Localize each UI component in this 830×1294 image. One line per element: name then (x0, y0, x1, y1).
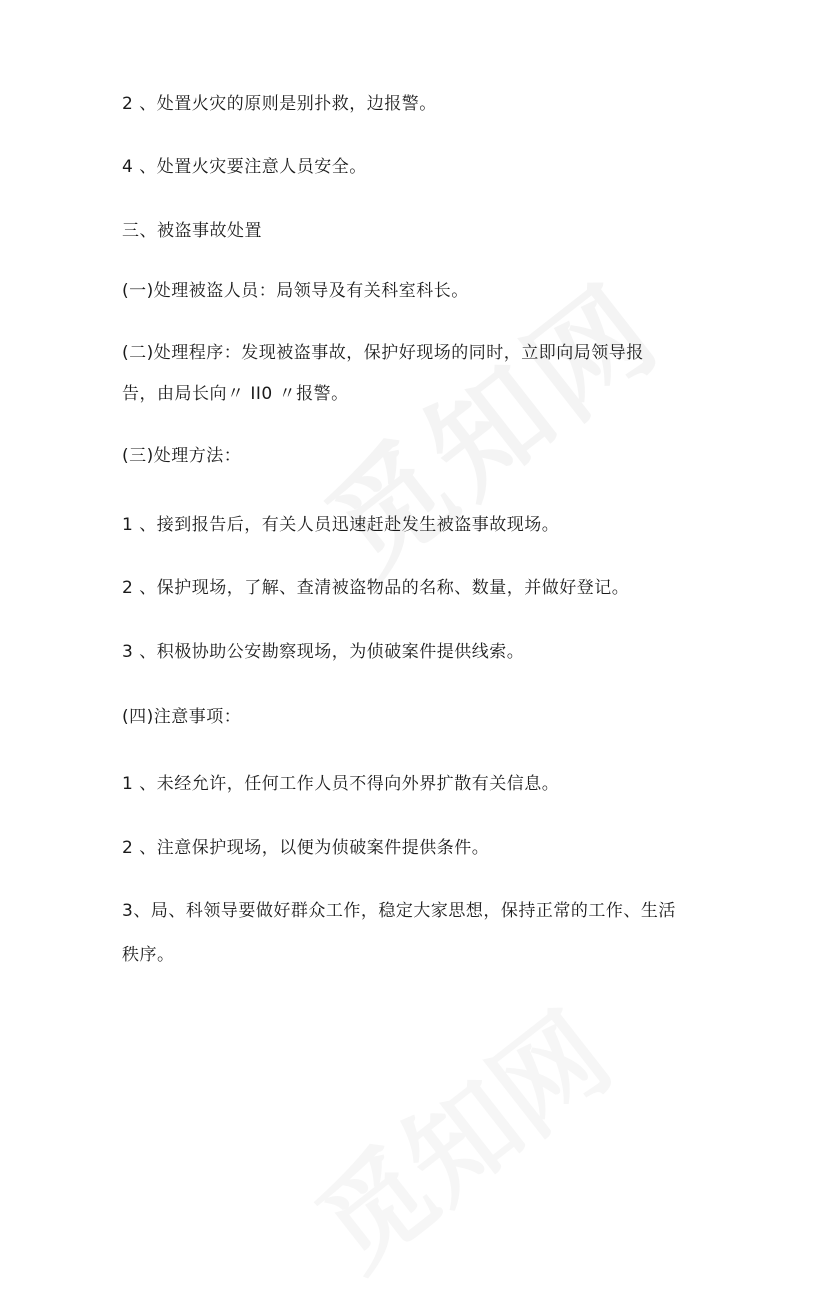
item-fire-safety: 4 、处置火灾要注意人员安全。 (122, 157, 367, 177)
subsection-personnel: (一)处理被盗人员：局领导及有关科室科长。 (122, 281, 469, 301)
method-item-2: 2 、保护现场，了解、查清被盗物品的名称、数量，并做好登记。 (122, 578, 630, 598)
watermark-bottom (297, 999, 623, 1291)
note-item-3-cont: 秩序。 (122, 945, 175, 965)
item-fire-principle: 2 、处置火灾的原则是别扑救，边报警。 (122, 94, 437, 114)
note-item-1: 1 、未经允许，任何工作人员不得向外界扩散有关信息。 (122, 774, 560, 794)
section-heading-theft: 三、被盗事故处置 (122, 221, 262, 241)
subsection-notes: (四)注意事项： (122, 707, 242, 727)
note-item-3: 3、局、科领导要做好群众工作，稳定大家思想，保持正常的工作、生活 (122, 901, 676, 921)
method-item-3: 3 、积极协助公安勘察现场，为侦破案件提供线索。 (122, 642, 525, 662)
subsection-procedure-cont: 告，由局长向〃 II0 〃报警。 (122, 384, 349, 404)
method-item-1: 1 、接到报告后，有关人员迅速赶赴发生被盗事故现场。 (122, 515, 560, 535)
note-item-2: 2 、注意保护现场，以便为侦破案件提供条件。 (122, 838, 490, 858)
subsection-method: (三)处理方法： (122, 446, 242, 466)
subsection-procedure: (二)处理程序：发现被盗事故，保护好现场的同时，立即向局领导报 (122, 343, 644, 363)
watermark (293, 158, 807, 612)
